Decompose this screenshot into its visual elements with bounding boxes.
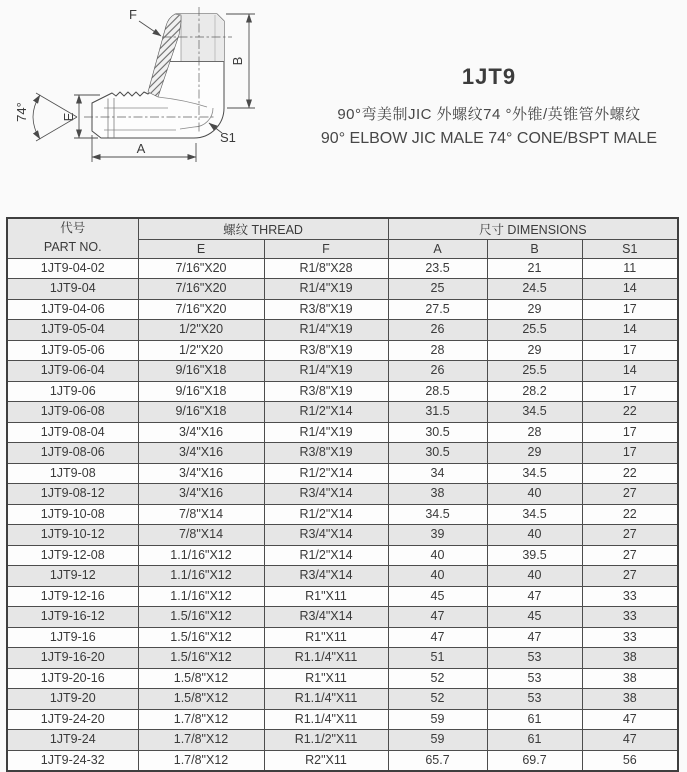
table-cell: 1JT9-10-08 — [7, 504, 138, 525]
table-row — [7, 648, 678, 669]
table-cell: R3/8"X19 — [264, 299, 388, 320]
table-cell: R1/2"X14 — [264, 504, 388, 525]
header-part-no-cn: 代号 — [60, 221, 86, 236]
table-cell: 1.7/8"X12 — [138, 750, 264, 771]
table-row — [7, 709, 678, 730]
table-cell: 3/4"X16 — [138, 463, 264, 484]
table-cell: 28.5 — [388, 381, 487, 402]
table-cell: R3/8"X19 — [264, 443, 388, 464]
table-cell: R1"X11 — [264, 586, 388, 607]
table-cell: 1JT9-10-12 — [7, 525, 138, 546]
table-row — [7, 320, 678, 341]
table-row — [7, 422, 678, 443]
table-cell: R3/4"X14 — [264, 484, 388, 505]
table-cell: 7/8"X14 — [138, 504, 264, 525]
table-cell: 1JT9-05-04 — [7, 320, 138, 341]
table-cell: 24.5 — [487, 279, 582, 300]
table-cell: 34.5 — [487, 504, 582, 525]
table-cell: 30.5 — [388, 422, 487, 443]
table-cell: 1JT9-08-06 — [7, 443, 138, 464]
table-cell: 3/4"X16 — [138, 443, 264, 464]
table-row — [7, 525, 678, 546]
table-cell: 27 — [582, 484, 678, 505]
title-chinese: 90°弯美制JIC 外螺纹74 °外锥/英锥管外螺纹 — [337, 106, 641, 123]
table-row — [7, 566, 678, 587]
table-cell: 25 — [388, 279, 487, 300]
dim-label-a: A — [136, 141, 146, 156]
table-row — [7, 279, 678, 300]
spec-table — [6, 217, 679, 772]
table-cell: 17 — [582, 299, 678, 320]
header-col-f: F — [264, 239, 388, 258]
table-cell: 3/4"X16 — [138, 422, 264, 443]
table-cell: 1JT9-24-20 — [7, 709, 138, 730]
header-part-no — [7, 218, 138, 258]
table-cell: 9/16"X18 — [138, 402, 264, 423]
table-cell: R1"X11 — [264, 668, 388, 689]
part-series-code: 1JT9 — [461, 64, 517, 89]
table-cell: 1.7/8"X12 — [138, 709, 264, 730]
table-cell: 25.5 — [487, 361, 582, 382]
table-cell: 38 — [582, 689, 678, 710]
table-cell: 40 — [487, 525, 582, 546]
table-cell: 22 — [582, 504, 678, 525]
dim-label-angle: 74° — [14, 102, 29, 122]
table-cell: 21 — [487, 258, 582, 279]
table-cell: 26 — [388, 361, 487, 382]
table-cell: 38 — [388, 484, 487, 505]
table-cell: R3/8"X19 — [264, 340, 388, 361]
table-cell: 1JT9-06 — [7, 381, 138, 402]
table-cell: 52 — [388, 689, 487, 710]
table-cell: 34.5 — [388, 504, 487, 525]
table-row — [7, 730, 678, 751]
table-cell: R1/2"X14 — [264, 463, 388, 484]
table-cell: 1JT9-24-32 — [7, 750, 138, 771]
table-cell: 30.5 — [388, 443, 487, 464]
table-cell: 39.5 — [487, 545, 582, 566]
table-cell: 29 — [487, 299, 582, 320]
table-cell: R3/4"X14 — [264, 607, 388, 628]
table-cell: R1"X11 — [264, 627, 388, 648]
table-cell: 59 — [388, 709, 487, 730]
table-cell: 33 — [582, 607, 678, 628]
dim-label-b: B — [230, 56, 245, 66]
spec-table-body — [7, 258, 678, 771]
table-cell: 1.1/16"X12 — [138, 566, 264, 587]
technical-drawing — [0, 0, 280, 185]
table-row — [7, 381, 678, 402]
title-block — [298, 64, 680, 149]
header-col-s1: S1 — [582, 239, 678, 258]
table-cell: 22 — [582, 402, 678, 423]
table-cell: 39 — [388, 525, 487, 546]
table-row — [7, 668, 678, 689]
table-cell: 1.5/8"X12 — [138, 689, 264, 710]
table-cell: 69.7 — [487, 750, 582, 771]
table-cell: 7/16"X20 — [138, 279, 264, 300]
table-cell: R1.1/4"X11 — [264, 689, 388, 710]
table-cell: 1JT9-08 — [7, 463, 138, 484]
table-cell: R1/8"X28 — [264, 258, 388, 279]
table-cell: R1/4"X19 — [264, 422, 388, 443]
table-cell: 53 — [487, 648, 582, 669]
table-cell: 1JT9-16-20 — [7, 648, 138, 669]
table-cell: 14 — [582, 361, 678, 382]
table-row — [7, 258, 678, 279]
table-cell: 27 — [582, 525, 678, 546]
table-cell: 1/2"X20 — [138, 340, 264, 361]
table-cell: 17 — [582, 422, 678, 443]
table-cell: 7/8"X14 — [138, 525, 264, 546]
table-cell: 17 — [582, 443, 678, 464]
table-row — [7, 299, 678, 320]
table-cell: R1.1/2"X11 — [264, 730, 388, 751]
header-col-a: A — [388, 239, 487, 258]
table-cell: 59 — [388, 730, 487, 751]
table-cell: 1/2"X20 — [138, 320, 264, 341]
table-cell: 56 — [582, 750, 678, 771]
header-col-e: E — [138, 239, 264, 258]
table-cell: 1JT9-08-04 — [7, 422, 138, 443]
table-cell: R3/4"X14 — [264, 525, 388, 546]
table-cell: R1/4"X19 — [264, 361, 388, 382]
table-cell: 1JT9-16-12 — [7, 607, 138, 628]
table-row — [7, 586, 678, 607]
table-cell: 26 — [388, 320, 487, 341]
table-cell: 40 — [388, 545, 487, 566]
table-cell: 1JT9-12 — [7, 566, 138, 587]
title-english: 90° ELBOW JIC MALE 74° CONE/BSPT MALE — [320, 130, 658, 147]
table-cell: 47 — [487, 627, 582, 648]
table-cell: R1/4"X19 — [264, 279, 388, 300]
table-row — [7, 443, 678, 464]
table-cell: 52 — [388, 668, 487, 689]
table-row — [7, 545, 678, 566]
table-cell: 27 — [582, 566, 678, 587]
table-cell: 1JT9-20-16 — [7, 668, 138, 689]
table-cell: R1/4"X19 — [264, 320, 388, 341]
table-cell: 1.1/16"X12 — [138, 586, 264, 607]
table-cell: 47 — [388, 607, 487, 628]
table-cell: 1JT9-16 — [7, 627, 138, 648]
table-cell: 1JT9-04-02 — [7, 258, 138, 279]
table-cell: 1JT9-04 — [7, 279, 138, 300]
table-cell: 45 — [388, 586, 487, 607]
table-cell: 22 — [582, 463, 678, 484]
table-cell: 1JT9-20 — [7, 689, 138, 710]
table-cell: 1JT9-08-12 — [7, 484, 138, 505]
table-cell: 47 — [582, 730, 678, 751]
table-cell: 47 — [582, 709, 678, 730]
table-row — [7, 340, 678, 361]
table-cell: 1JT9-05-06 — [7, 340, 138, 361]
table-cell: 27.5 — [388, 299, 487, 320]
table-row — [7, 463, 678, 484]
table-cell: 14 — [582, 279, 678, 300]
table-cell: 31.5 — [388, 402, 487, 423]
table-row — [7, 627, 678, 648]
table-cell: R1/2"X14 — [264, 402, 388, 423]
table-cell: 1.5/8"X12 — [138, 668, 264, 689]
table-row — [7, 750, 678, 771]
table-cell: 17 — [582, 340, 678, 361]
table-row — [7, 361, 678, 382]
dim-label-e: E — [61, 112, 76, 122]
table-cell: 11 — [582, 258, 678, 279]
table-cell: R1.1/4"X11 — [264, 709, 388, 730]
table-cell: R3/8"X19 — [264, 381, 388, 402]
table-cell: 1JT9-24 — [7, 730, 138, 751]
dim-label-f: F — [129, 7, 137, 22]
table-cell: R1.1/4"X11 — [264, 648, 388, 669]
table-cell: R3/4"X14 — [264, 566, 388, 587]
header-col-b: B — [487, 239, 582, 258]
table-cell: 1JT9-04-06 — [7, 299, 138, 320]
table-cell: 1JT9-06-04 — [7, 361, 138, 382]
table-cell: 53 — [487, 668, 582, 689]
table-cell: 65.7 — [388, 750, 487, 771]
table-cell: 38 — [582, 668, 678, 689]
table-cell: 38 — [582, 648, 678, 669]
table-cell: 40 — [388, 566, 487, 587]
header-part-no-en: PART NO. — [43, 240, 102, 255]
table-cell: 3/4"X16 — [138, 484, 264, 505]
table-cell: 25.5 — [487, 320, 582, 341]
elbow-fitting-diagram — [0, 0, 280, 185]
table-cell: 9/16"X18 — [138, 361, 264, 382]
table-cell: 61 — [487, 730, 582, 751]
table-cell: 29 — [487, 340, 582, 361]
table-cell: 29 — [487, 443, 582, 464]
table-cell: 40 — [487, 566, 582, 587]
table-cell: 47 — [487, 586, 582, 607]
table-row — [7, 607, 678, 628]
table-cell: 7/16"X20 — [138, 299, 264, 320]
table-row — [7, 504, 678, 525]
table-cell: 1JT9-12-16 — [7, 586, 138, 607]
table-cell: 34.5 — [487, 402, 582, 423]
table-cell: 28 — [487, 422, 582, 443]
table-cell: 34 — [388, 463, 487, 484]
table-cell: 33 — [582, 627, 678, 648]
table-cell: 28.2 — [487, 381, 582, 402]
table-cell: 33 — [582, 586, 678, 607]
table-cell: 1.1/16"X12 — [138, 545, 264, 566]
table-cell: 1.5/16"X12 — [138, 648, 264, 669]
table-cell: 27 — [582, 545, 678, 566]
table-cell: 23.5 — [388, 258, 487, 279]
header-thread-group: 螺纹 THREAD — [138, 218, 388, 239]
table-cell: 9/16"X18 — [138, 381, 264, 402]
table-cell: 40 — [487, 484, 582, 505]
table-cell: 34.5 — [487, 463, 582, 484]
table-cell: 47 — [388, 627, 487, 648]
table-cell: 14 — [582, 320, 678, 341]
table-row — [7, 484, 678, 505]
table-cell: 1JT9-06-08 — [7, 402, 138, 423]
table-cell: 7/16"X20 — [138, 258, 264, 279]
table-cell: 1.5/16"X12 — [138, 607, 264, 628]
table-cell: 1.5/16"X12 — [138, 627, 264, 648]
table-cell: 1.7/8"X12 — [138, 730, 264, 751]
table-cell: R2"X11 — [264, 750, 388, 771]
header-dimensions-group: 尺寸 DIMENSIONS — [388, 218, 678, 239]
table-cell: 53 — [487, 689, 582, 710]
dim-label-s1: S1 — [220, 130, 236, 145]
table-row — [7, 402, 678, 423]
table-row — [7, 689, 678, 710]
table-cell: 61 — [487, 709, 582, 730]
table-cell: 28 — [388, 340, 487, 361]
table-cell: R1/2"X14 — [264, 545, 388, 566]
table-cell: 17 — [582, 381, 678, 402]
table-cell: 45 — [487, 607, 582, 628]
table-cell: 51 — [388, 648, 487, 669]
table-cell: 1JT9-12-08 — [7, 545, 138, 566]
